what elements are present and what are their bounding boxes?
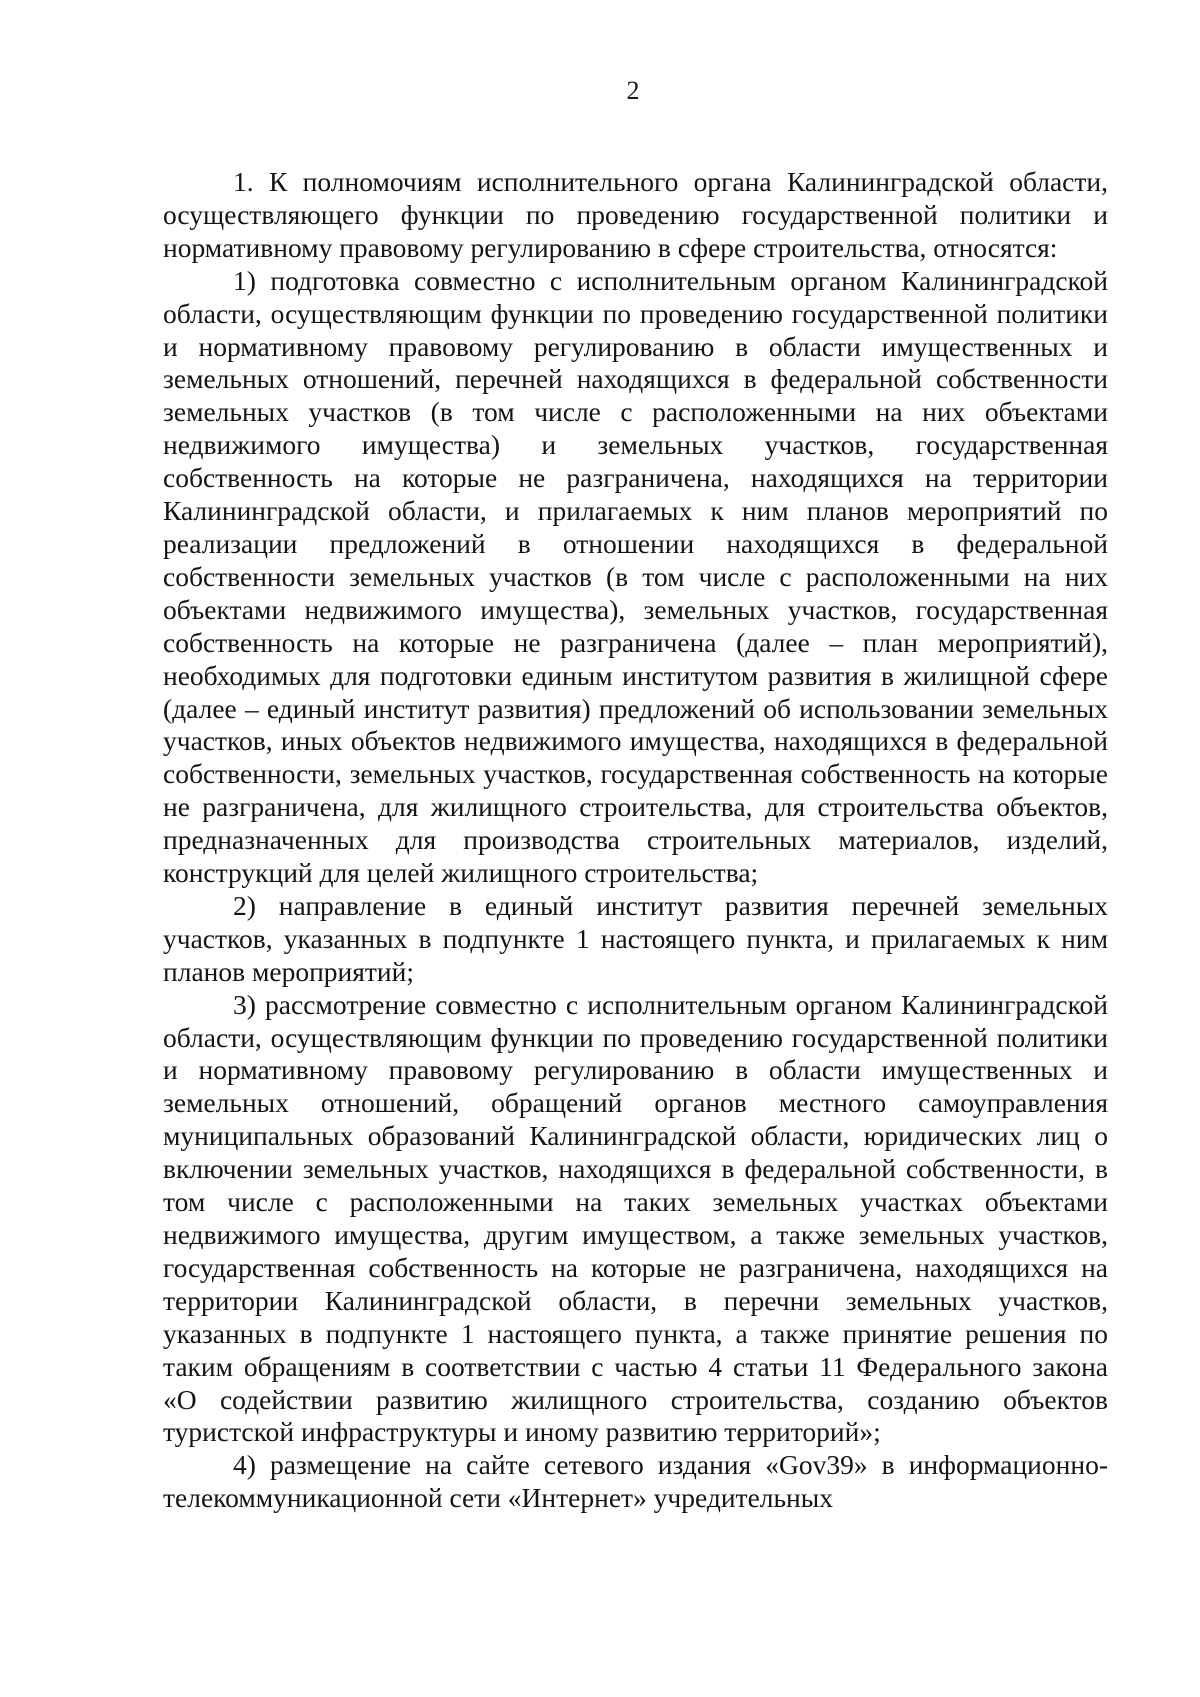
paragraph-item-3: 3) рассмотрение совместно с исполнительным органом Калининградской области, осуществляющим функции по проведению государственной политики и нормативному правовому регулированию в области имущественных и земельных отношений, обращений органов местного самоуправления муниципальных образований Калининградской области, юридических лиц о включении земельных участков, находящихся в федеральной собственности, в том числе с расположенными на таких земельных участках объектами недвижимого имущества, другим имуществом, а также земельных участков, государственная собственность на которые не разграничена, находящихся на территории Калининградской области, в перечни земельных участков, указанных в подпункте 1 настоящего пункта, а также принятие решения по таким обращениям в соответствии с частью 4 статьи 11 Федерального закона «О содействии развитию жилищного строительства, созданию объектов туристской инфраструктуры и иному развитию территорий»; [163,988,1108,1448]
page-number: 2 [626,76,640,105]
paragraph-intro: 1. К полномочиям исполнительного органа Калининградской области, осуществляющего функции по проведению государственной политики и нормативному правовому регулированию в сфере строительства, относятся: [163,166,1108,263]
paragraph-item-4: 4) размещение на сайте сетевого издания «Gov39» в информационно-телекоммуникационной сети «Интернет» учредительных [163,1449,1108,1514]
paragraph-item-1: 1) подготовка совместно с исполнительным органом Калининградской области, осуществляющим функции по проведению государственной политики и нормативному правовому регулированию в области имущественных и земельных отношений, перечней находящихся в федеральной собственности земельных участков (в том числе с расположенными на них объектами недвижимого имущества) и земельных участков, государственная собственность на которые не разграничена, находящихся на территории Калининградской области, и прилагаемых к ним планов мероприятий по реализации предложений в отношении находящихся в федеральной собственности земельных участков (в том числе с расположенными на них объектами недвижимого имущества), земельных участков, государственная собственность на которые не разграничена (далее – план мероприятий), необходимых для подготовки единым институтом развития в жилищной сфере (далее – единый институт развития) предложений об использовании земельных участков, иных объектов недвижимого имущества, находящихся в федеральной собственности, земельных участков, государственная собственность на которые не разграничена, для жилищного строительства, для строительства объектов, предназначенных для производства строительных материалов, изделий, конструкций для целей жилищного строительства; [163,264,1108,889]
document-body [163,166,1108,1515]
paragraph-item-2: 2) направление в единый институт развития перечней земельных участков, указанных в подпункте 1 настоящего пункта, и прилагаемых к ним планов мероприятий; [163,889,1108,987]
